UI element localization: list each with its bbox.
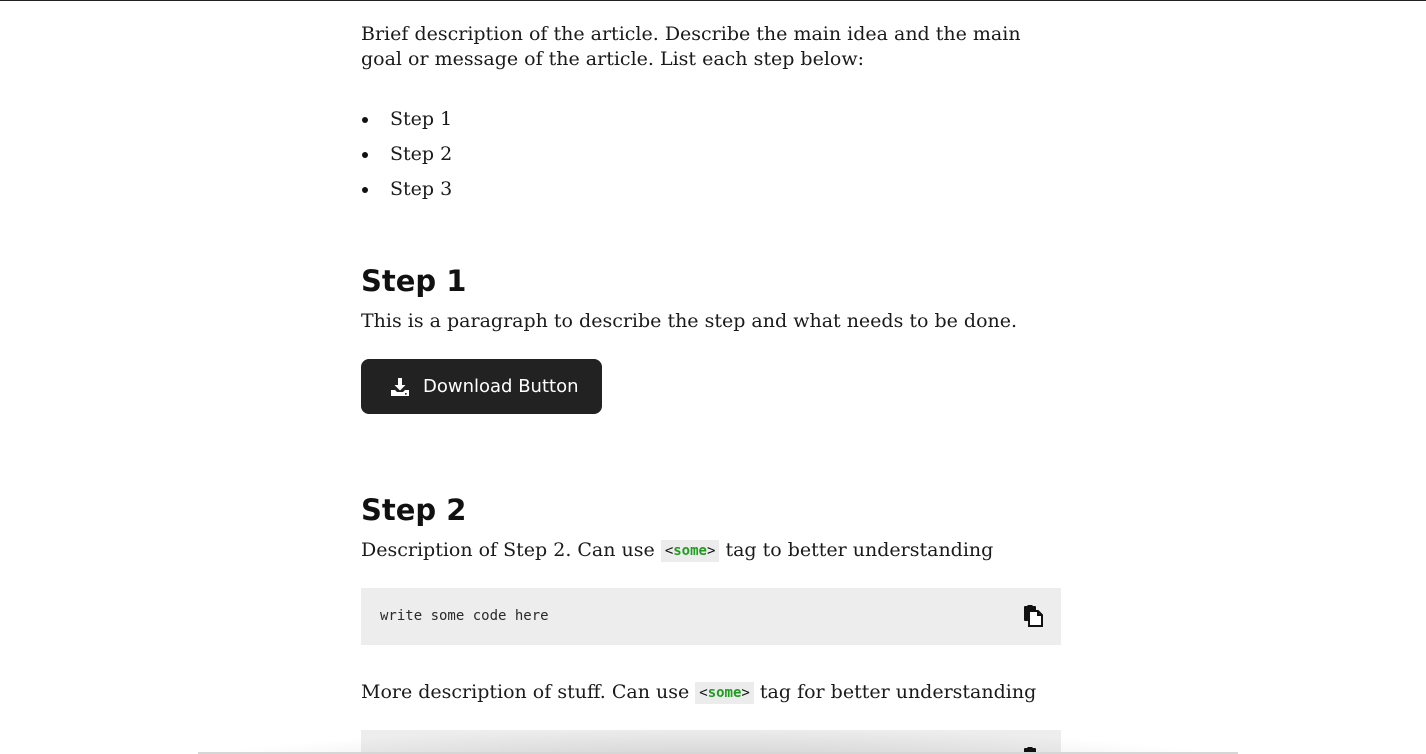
step2-paragraph-2-text-end: tag for better understanding: [753, 681, 1037, 703]
steps-list: [361, 102, 452, 207]
step2-paragraph: [361, 537, 993, 563]
download-button-label: Download Button: [423, 376, 579, 397]
bullet-icon: [362, 187, 368, 193]
code-block: [361, 588, 1061, 645]
step2-paragraph-text-end: tag to better understanding: [719, 539, 994, 561]
top-border: [0, 0, 1426, 1]
bullet-icon: [362, 152, 368, 158]
tag-name: some: [707, 685, 742, 701]
step1-heading: Step 1: [361, 264, 467, 298]
tag-name: some: [673, 543, 707, 559]
article-intro: Brief description of the article. Describe the main idea and the main goal or message of the article. List each step below:: [361, 23, 1021, 70]
list-item-label: Step 3: [390, 178, 453, 200]
code-block-2: [361, 730, 1061, 754]
tag-open: <: [664, 543, 674, 559]
inline-code-tag: [695, 682, 754, 704]
list-item: [361, 102, 452, 137]
download-button[interactable]: [361, 359, 602, 414]
list-item-label: Step 2: [390, 143, 453, 165]
download-icon: [390, 377, 410, 397]
code-line: write some code here: [380, 608, 549, 624]
list-item: [361, 137, 452, 172]
tag-close: >: [706, 543, 716, 559]
inline-code-tag: [661, 540, 720, 562]
step2-paragraph-text: Description of Step 2. Can use: [361, 539, 661, 561]
tag-open: <: [699, 685, 708, 701]
step2-heading: Step 2: [361, 493, 467, 527]
list-item-label: Step 1: [390, 108, 453, 130]
tag-close: >: [741, 685, 750, 701]
copy-icon[interactable]: [1023, 605, 1043, 627]
step1-paragraph: This is a paragraph to describe the step and what needs to be done.: [361, 310, 1018, 332]
list-item: [361, 172, 452, 207]
step2-paragraph-2-text: More description of stuff. Can use: [361, 681, 696, 703]
step2-paragraph-2: [361, 679, 1036, 705]
bullet-icon: [362, 117, 368, 123]
